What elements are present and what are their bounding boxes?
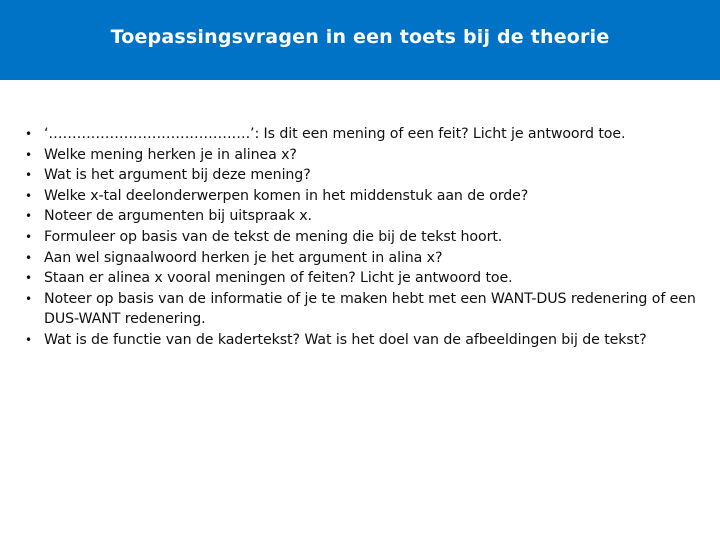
list-item-text: Wat is de functie van de kadertekst? Wat is het doel van de afbeeldingen bij de tekst?	[44, 331, 647, 348]
bullet-dot-icon: •	[25, 168, 32, 183]
list-item	[22, 186, 702, 207]
list-item	[22, 248, 702, 269]
list-item-text: Staan er alinea x vooral meningen of feiten? Licht je antwoord toe.	[44, 270, 513, 287]
list-item	[22, 227, 702, 248]
list-item-text: Wat is het argument bij deze mening?	[44, 167, 311, 184]
list-item	[22, 124, 702, 145]
bullet-list	[22, 124, 702, 351]
bullet-dot-icon: •	[25, 271, 32, 286]
bullet-dot-icon: •	[25, 291, 32, 306]
bullet-dot-icon: •	[25, 188, 32, 203]
list-item-text: Welke mening herken je in alinea x?	[44, 146, 297, 163]
list-item	[22, 145, 702, 166]
bullet-dot-icon: •	[25, 147, 32, 162]
bullet-dot-icon: •	[25, 127, 32, 141]
list-item	[22, 206, 702, 227]
bullet-dot-icon: •	[25, 332, 32, 347]
slide-title: Toepassingsvragen in een toets bij de theorie	[110, 26, 610, 48]
slide-content	[22, 124, 702, 351]
list-item-text: Formuleer op basis van de tekst de mening die bij de tekst hoort.	[44, 228, 503, 245]
list-item-text: Welke x-tal deelonderwerpen komen in het middenstuk aan de orde?	[44, 187, 529, 204]
bullet-dot-icon: •	[25, 209, 32, 224]
list-item	[22, 268, 702, 289]
list-item-text: Noteer op basis van de informatie of je te maken hebt met een WANT-DUS redenering of een DUS-WANT redenering.	[44, 290, 696, 328]
list-item-text: Noteer de argumenten bij uitspraak x.	[44, 208, 312, 225]
list-item	[22, 330, 702, 351]
list-item	[22, 165, 702, 186]
bullet-dot-icon: •	[25, 229, 32, 244]
list-item-text: Aan wel signaalwoord herken je het argument in alina x?	[44, 249, 443, 266]
title-bar	[0, 0, 720, 80]
list-item-text: ‘…………………………………….’: Is dit een mening of een feit? Licht je antwoord toe.	[44, 126, 626, 142]
list-item	[22, 289, 702, 330]
bullet-dot-icon: •	[25, 250, 32, 265]
